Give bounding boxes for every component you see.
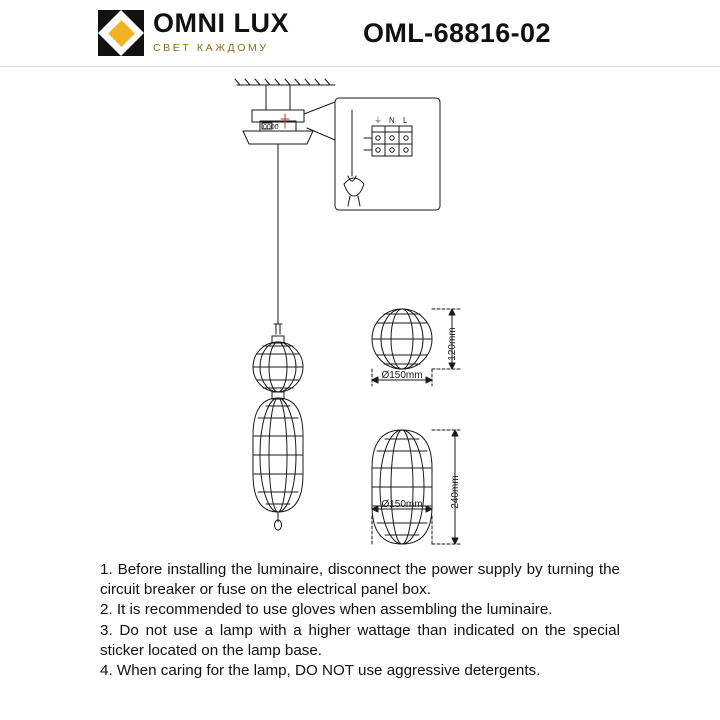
- terminal-label-ground: ⏚: [374, 116, 382, 125]
- terminal-detail-box: [335, 98, 440, 210]
- canopy-marks: 0000: [263, 124, 279, 131]
- model-code: OML-68816-02: [363, 18, 551, 48]
- callout-leader: [304, 102, 335, 140]
- terminal-label-live: L: [403, 116, 408, 125]
- header: [0, 0, 720, 66]
- instruction-item-2: 2. It is recommended to use gloves when assembling the luminaire.: [100, 601, 553, 619]
- dim-large-height: 240mm: [450, 475, 461, 509]
- brand-logo: [98, 10, 289, 56]
- instructions-list: [100, 560, 620, 681]
- brand-name-primary: OMNI: [153, 8, 226, 38]
- ceiling-canopy: [243, 85, 313, 158]
- instruction-item-4: 4. When caring for the lamp, DO NOT use aggressive detergents.: [100, 662, 541, 680]
- brand-name: [153, 10, 289, 37]
- dimension-view-large: [372, 430, 462, 544]
- instruction-item-3: 3. Do not use a lamp with a higher wattage than indicated on the special sticker located on the lamp base.: [100, 621, 620, 659]
- omnilux-logo-icon: [98, 10, 144, 56]
- drawing-canvas: [0, 66, 720, 546]
- brand-tagline: СВЕТ КАЖДОМУ: [153, 42, 269, 54]
- lamp-small-shade: [253, 336, 303, 392]
- lamp-large-shade: [253, 392, 303, 530]
- dim-small-diameter: Ø150mm: [381, 370, 423, 381]
- ceiling-line: [235, 79, 335, 85]
- dim-small-height: 120mm: [447, 327, 458, 361]
- instruction-item-1: 1. Before installing the luminaire, disconnect the power supply by turning the circuit breaker or fuse on the electrical panel box.: [100, 561, 620, 599]
- terminal-label-neutral: N: [389, 116, 395, 125]
- brand-wordmark: [153, 10, 289, 54]
- dim-large-diameter: Ø150mm: [381, 499, 423, 510]
- technical-drawing: [0, 66, 720, 546]
- brand-name-secondary: LUX: [233, 8, 290, 38]
